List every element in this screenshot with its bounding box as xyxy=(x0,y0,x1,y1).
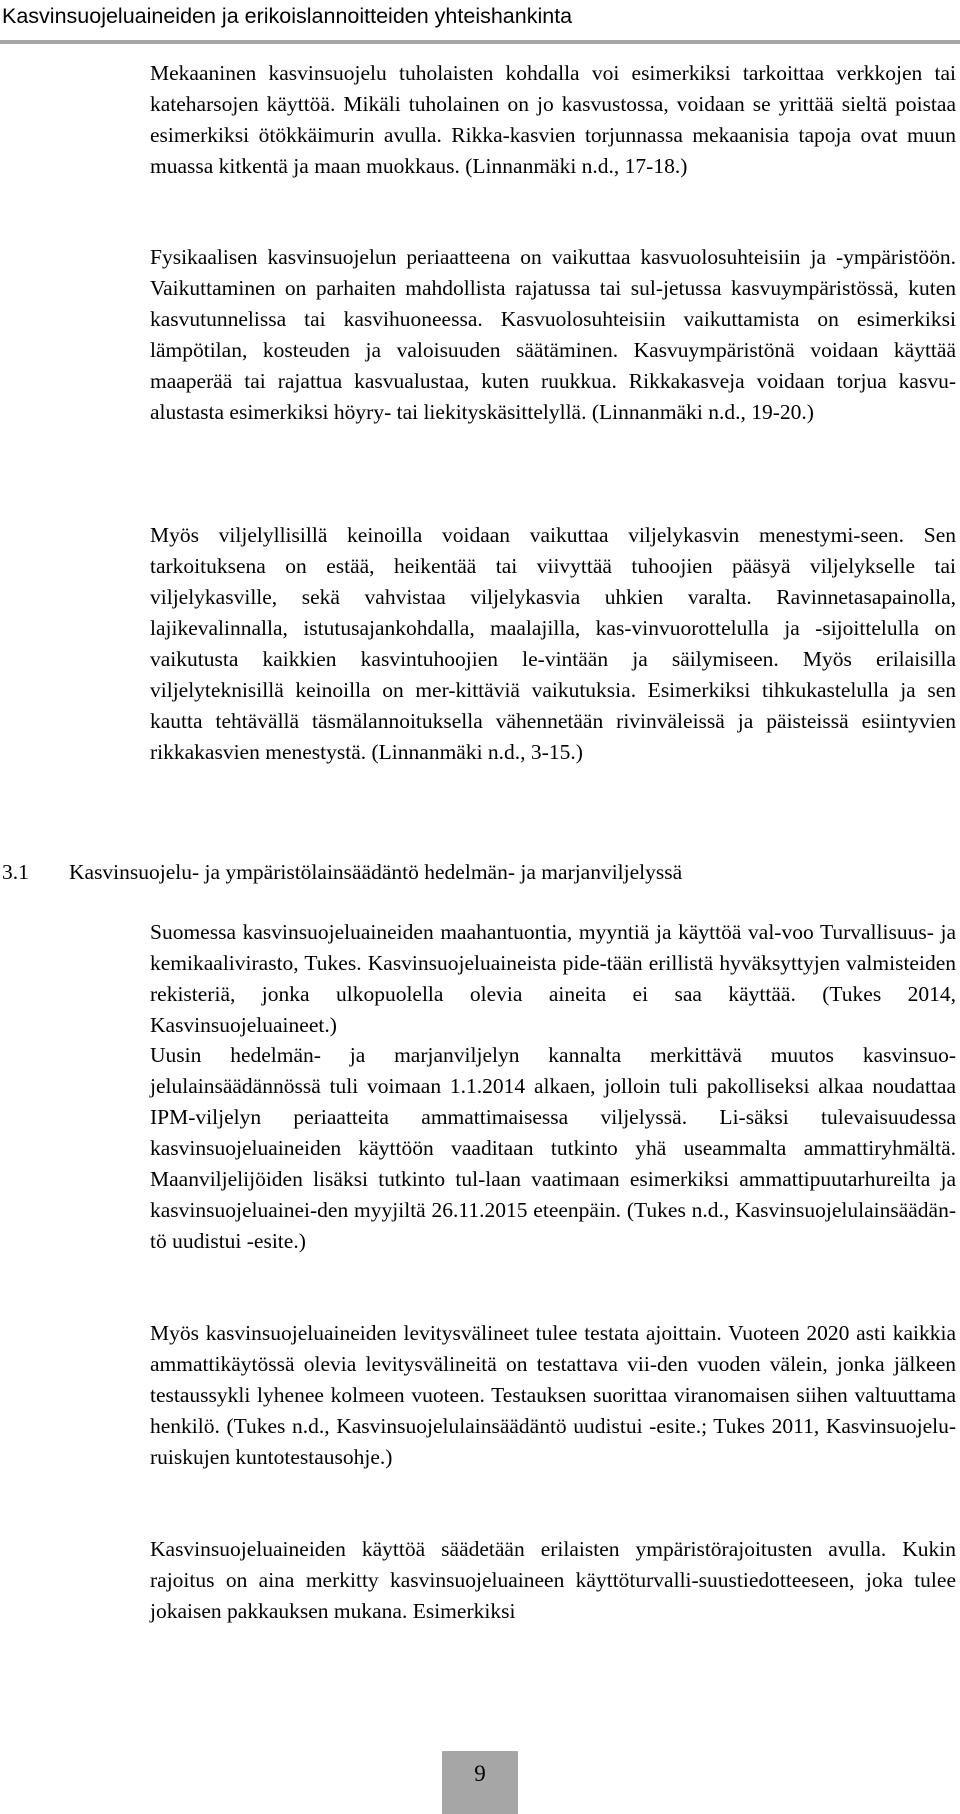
paragraph-legislation-change: Uusin hedelmän- ja marjanviljelyn kannalta merkittävä muutos kasvinsuo-jelulainsäädännössä tuli voimaan 1.1.2014 alkaen, jolloin tuli pakolliseksi alkaa noudattaa IPM-viljelyn periaatteita ammattimaisessa viljelyssä. Li-säksi tulevaisuudessa kasvinsuojeluaineiden käyttöön vaaditaan tutkinto yhä useammalta ammattiryhmältä. Maanviljelijöiden lisäksi tutkinto tul-laan vaatimaan esimerkiksi ammattipuutarhureilta ja kasvinsuojeluainei-den myyjiltä 26.11.2015 eteenpäin. (Tukes n.d., Kasvinsuojelulainsäädän-tö uudistui -esite.) xyxy=(150,1043,956,1253)
paragraph-cultivation-methods: Myös viljelyllisillä keinoilla voidaan vaikuttaa viljelykasvin menestymi-seen. Sen tarkoituksena on estää, heikentää tai viivyttää tuhoojien pääsyä viljelykselle tai viljelykasville, sekä vahvistaa viljelykasvia uhkien varalta. Ravinnetasapainolla, lajikevalinnalla, istutusajankohdalla, maalajilla, kas-vinvuorottelulla ja -sijoittelulla on vaikutusta kaikkien kasvintuhoojien le-vintään ja säilymiseen. Myös erilaisilla viljelyteknisillä keinoilla on mer-kittäviä vaikutuksia. Esimerkiksi tihkukastelulla ja sen kautta tehtävällä täsmälannoituksella vähennetään rivinväleissä ja päisteissä esiintyvien rikkakasvien menestystä. (Linnanmäki n.d., 3-15.) xyxy=(150,523,956,764)
running-header xyxy=(0,0,960,44)
paragraph-physical-protection: Fysikaalisen kasvinsuojelun periaatteena on vaikuttaa kasvuolosuhteisiin ja -ympäristöön. Vaikuttaminen on parhaiten mahdollista rajatussa tai sul-jetussa kasvuympäristössä, kuten kasvutunnelissa tai kasvihuoneessa. Kasvuolosuhteisiin vaikuttamista on esimerkiksi lämpötilan, kosteuden ja valoisuuden säätäminen. Kasvuympäristönä voidaan käyttää maaperää tai rajattua kasvualustaa, kuten ruukkua. Rikkakasveja voidaan torjua kasvu-alustasta esimerkiksi höyry- tai liekityskäsittelyllä. (Linnanmäki n.d., 19-20.) xyxy=(150,245,956,424)
section-heading xyxy=(2,857,952,888)
page-number: 9 xyxy=(474,1761,486,1786)
section-number: 3.1 xyxy=(2,860,29,884)
section-title: Kasvinsuojelu- ja ympäristölainsäädäntö hedelmän- ja marjanviljelyssä xyxy=(69,860,683,884)
page-number-box xyxy=(442,1751,518,1814)
paragraph-tukes-registry: Suomessa kasvinsuojeluaineiden maahantuontia, myyntiä ja käyttöä val-voo Turvallisuus- ja kemikaalivirasto, Tukes. Kasvinsuojeluaineista pide-tään erillistä hyväksyttyjen valmisteiden rekisteriä, jonka ulkopuolella olevia aineita ei saa käyttää. (Tukes 2014, Kasvinsuojeluaineet.) xyxy=(150,920,956,1037)
paragraph-environmental-restrictions: Kasvinsuojeluaineiden käyttöä säädetään erilaisten ympäristörajoitusten avulla. Kukin rajoitus on aina merkitty kasvinsuojeluaineen käyttöturvalli-suustiedotteeseen, joka tulee jokaisen pakkauksen mukana. Esimerkiksi xyxy=(150,1537,956,1623)
running-header-title: Kasvinsuojeluaineiden ja erikoislannoitteiden yhteishankinta xyxy=(2,4,573,28)
paragraph-equipment-testing: Myös kasvinsuojeluaineiden levitysvälineet tulee testata ajoittain. Vuoteen 2020 asti kaikkia ammattikäytössä olevia levitysvälineitä on testattava vii-den vuoden välein, jonka jälkeen testaussykli lyhenee kolmeen vuoteen. Testauksen suorittaa viranomaisen siihen valtuuttama henkilö. (Tukes n.d., Kasvinsuojelulainsäädäntö uudistui -esite.; Tukes 2011, Kasvinsuojelu-ruiskujen kuntotestausohje.) xyxy=(150,1321,956,1469)
paragraph-mechanical-protection: Mekaaninen kasvinsuojelu tuholaisten kohdalla voi esimerkiksi tarkoittaa verkkojen tai kateharsojen käyttöä. Mikäli tuholainen on jo kasvustossa, voidaan se yrittää sieltä poistaa esimerkiksi ötökkäimurin avulla. Rikka-kasvien torjunnassa mekaanisia tapoja ovat muun muassa kitkentä ja maan muokkaus. (Linnanmäki n.d., 17-18.) xyxy=(150,61,956,178)
